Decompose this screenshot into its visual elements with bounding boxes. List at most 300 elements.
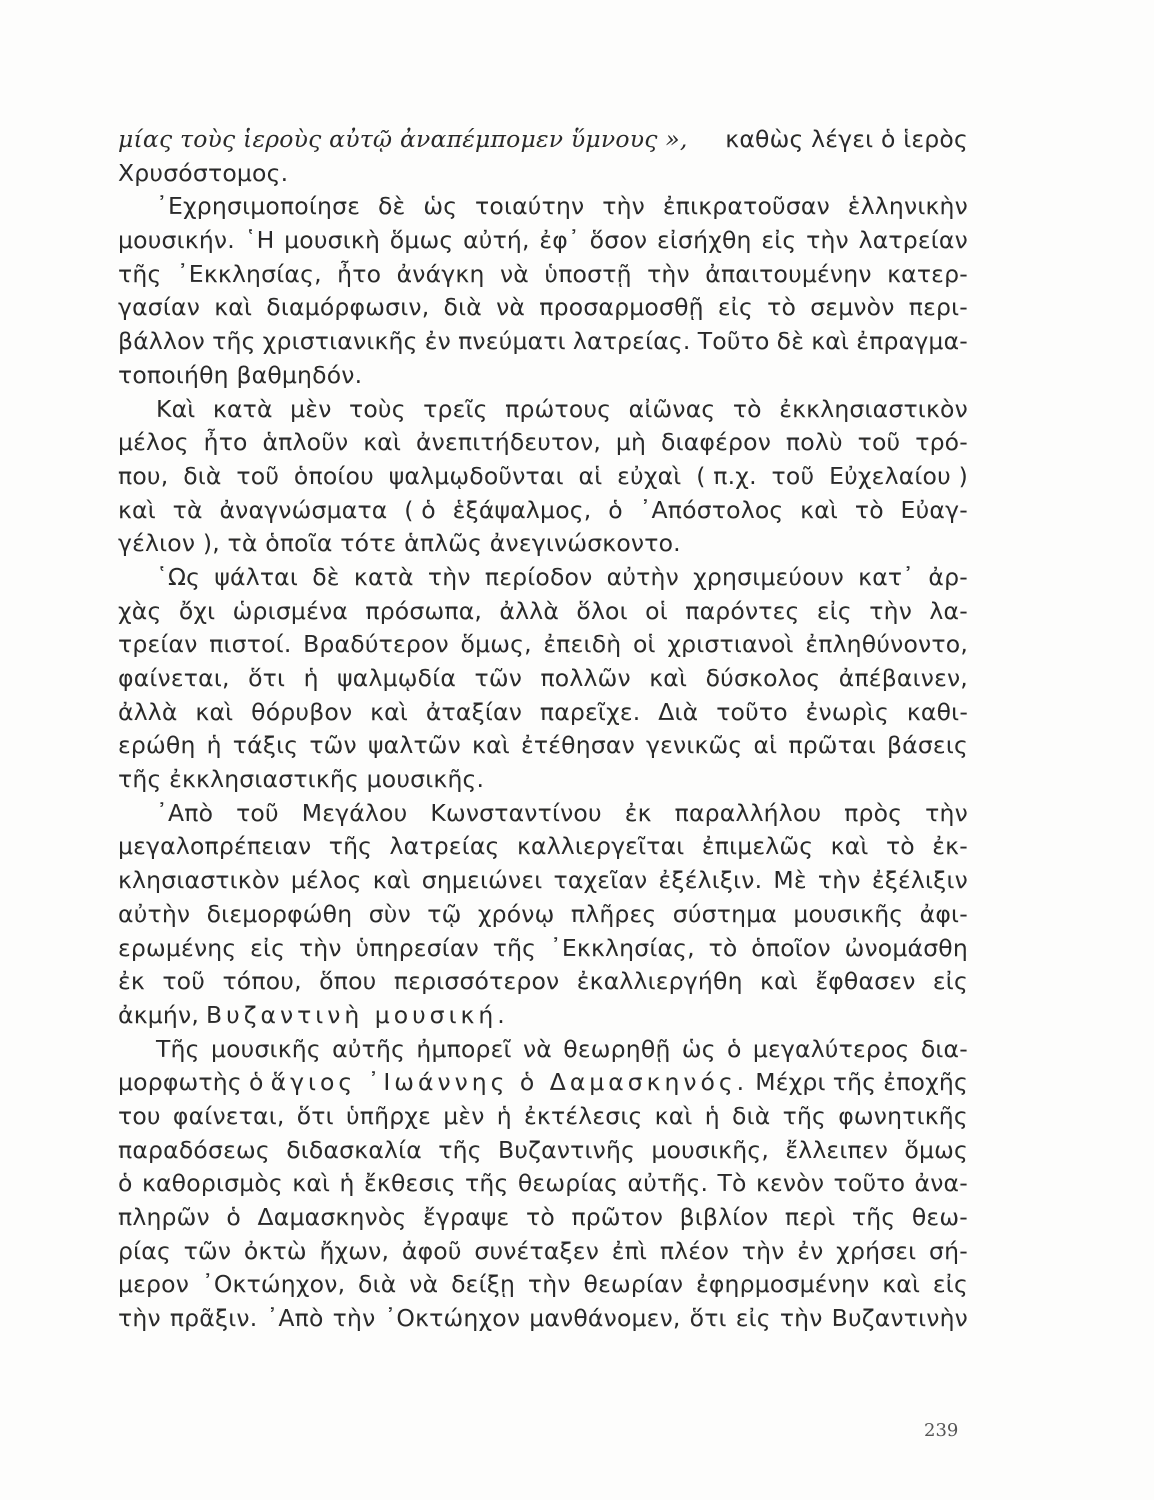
word: σή- xyxy=(929,1236,968,1265)
word: προσαρμοσθῇ xyxy=(539,293,704,322)
word: τῆς xyxy=(492,933,537,962)
word: τὴν xyxy=(298,933,342,962)
word: τὴν xyxy=(925,798,968,827)
text-line xyxy=(118,797,968,831)
text-line xyxy=(118,1033,968,1067)
word: τοιαύτην xyxy=(475,192,585,221)
word: ἀταξίαν xyxy=(425,697,523,726)
word: ᾿Οκτώηχον, xyxy=(201,1270,346,1299)
word: παρεῖχε. xyxy=(539,697,641,726)
text-line xyxy=(118,325,968,359)
word: ἐπραγμα- xyxy=(856,327,968,356)
word: τὴν xyxy=(817,866,861,895)
word: νὰ xyxy=(409,1270,439,1299)
word: ἡ xyxy=(303,664,319,692)
word: ἅγιος ᾿Ιωάννης ὁ Δαμασκηνός. xyxy=(270,1068,749,1097)
word: ᾿Εχρησιμοποίησε xyxy=(156,192,361,221)
word: μέλος xyxy=(118,428,189,457)
word: ἐφ᾿ xyxy=(539,226,580,255)
word: πρῶται xyxy=(788,731,876,760)
word: καθι- xyxy=(906,697,968,726)
word: μανθάνομεν, xyxy=(529,1304,681,1333)
word: περίοδον xyxy=(484,562,593,591)
word: κατὰ xyxy=(212,394,273,423)
word: ὄχι xyxy=(178,596,216,625)
word: Βυζαντινὴ μουσική. xyxy=(206,1000,509,1029)
word: τὸ xyxy=(732,394,762,423)
word: ᾿Εκκλησίας, xyxy=(549,933,695,962)
word: εἰς xyxy=(717,293,753,322)
word: εὐχαὶ xyxy=(617,461,682,490)
word: ἔγραψε xyxy=(423,1203,510,1231)
word: γέλιον ), τὰ ὁποῖα τότε ἁπλῶς ἀνεγινώσκοντο. xyxy=(118,529,681,558)
word: μίας τοὺς ἱεροὺς αὐτῷ ἀναπέμπομεν ὕμνους », xyxy=(118,125,688,153)
word: νὰ xyxy=(522,1034,553,1063)
word: Χρυσόστομος. xyxy=(118,158,289,187)
text-line xyxy=(118,898,968,932)
word: τὴν xyxy=(427,562,471,591)
word: παραδόσεως xyxy=(118,1135,270,1164)
word: πιστοί. xyxy=(209,630,292,659)
word: ἐφηρμοσμένην xyxy=(695,1270,870,1299)
word: ἀνεπιτήδευτον, xyxy=(415,428,602,457)
word: τῆς xyxy=(118,259,162,288)
word: ὅσον xyxy=(589,226,648,255)
word: ἐτέθησαν xyxy=(521,731,635,760)
word: καθὼς λέγει ὁ ἱερὸς xyxy=(725,125,968,153)
word: τοῦ xyxy=(771,461,815,490)
word: τῶν xyxy=(183,1236,232,1265)
word: περισσότερον xyxy=(393,967,560,996)
word: ἤχων, xyxy=(319,1236,390,1265)
word: ψαλμῳδία xyxy=(337,664,457,692)
word: ἐκ- xyxy=(932,832,968,861)
word: ἀφι- xyxy=(919,899,968,928)
word: καὶ xyxy=(195,697,234,726)
word: βάλλον xyxy=(118,327,206,356)
word: τὸ xyxy=(767,293,797,322)
word: πολὺ xyxy=(785,428,843,457)
word: δὲ xyxy=(312,562,340,591)
word: χρόνῳ xyxy=(477,899,555,928)
word: τὸ xyxy=(708,933,738,962)
word: γενικῶς xyxy=(645,731,743,760)
word: εἰς xyxy=(735,1304,771,1333)
word: ἀνα- xyxy=(914,1169,968,1198)
text-line xyxy=(118,1302,968,1336)
word: μερον xyxy=(118,1270,190,1299)
word: οἱ xyxy=(632,630,656,659)
word: εἰς xyxy=(761,226,797,255)
word: ἔκθεσις xyxy=(364,1169,456,1198)
word: λατρείαν xyxy=(858,226,968,255)
word: εἰς xyxy=(816,596,852,625)
text-line xyxy=(118,224,968,258)
word: χριστιανοὶ xyxy=(667,630,794,659)
word: θεωρηθῇ xyxy=(563,1034,671,1063)
word: μεγαλύτερος xyxy=(752,1034,910,1063)
word: ᾿Απὸ xyxy=(266,1304,324,1333)
word: Βραδύτερον xyxy=(303,630,449,659)
word: περι- xyxy=(908,293,968,322)
word: Τῆς xyxy=(156,1034,200,1063)
text-line xyxy=(118,291,968,325)
word: ἁπλοῦν xyxy=(262,428,349,457)
word: καλλιεργεῖται xyxy=(516,832,685,861)
word: Μέχρι xyxy=(755,1068,826,1097)
word: πλῆρες xyxy=(570,899,657,928)
text-line xyxy=(118,1100,968,1134)
word: Μεγάλου xyxy=(301,798,408,827)
word: Τὸ xyxy=(717,1169,747,1198)
word: ᾿Οκτώηχον xyxy=(384,1304,521,1333)
page-number: 239 xyxy=(924,1420,959,1441)
word: εἰσήχθη xyxy=(656,226,752,255)
word: αἱ xyxy=(578,461,603,490)
word: τὴν xyxy=(741,1236,785,1265)
word: χὰς xyxy=(118,596,162,625)
word: διδασκαλία xyxy=(286,1135,422,1164)
text-line xyxy=(118,864,968,898)
word: ὅλοι xyxy=(576,596,628,625)
word: ἡ xyxy=(206,731,222,760)
word: τῆς xyxy=(212,327,256,356)
text-line xyxy=(118,662,968,696)
word: ερωμένης xyxy=(118,933,237,962)
word: διεμορφώθη xyxy=(206,899,353,928)
word: τοῦ xyxy=(857,428,901,457)
word: θεω- xyxy=(911,1203,968,1231)
word: καὶ xyxy=(811,327,850,356)
word: μορφωτὴς xyxy=(118,1068,242,1097)
word: ἡ xyxy=(496,1101,512,1130)
word: τὴν xyxy=(806,226,849,255)
word: δείξῃ xyxy=(451,1270,516,1299)
word: ὑπῆρχε xyxy=(345,1101,432,1130)
text-line xyxy=(118,123,968,157)
text-line xyxy=(118,696,968,730)
word: διαμόρφωσιν, xyxy=(266,293,430,322)
word: ᾿Εκκλησίας, xyxy=(176,259,322,288)
word: ἠμπορεῖ xyxy=(416,1034,512,1063)
word: τῆς xyxy=(328,832,373,861)
word: ῾Η xyxy=(244,226,275,255)
text-line xyxy=(118,460,968,494)
word: τοῦ xyxy=(236,461,280,490)
text-line xyxy=(118,426,968,460)
word: ὅτι xyxy=(689,1304,727,1333)
word: φαίνεται, xyxy=(118,664,230,692)
word: ἐν xyxy=(797,1236,824,1265)
text-line xyxy=(118,965,968,999)
word: τὰ xyxy=(172,495,203,524)
word: τῆς xyxy=(851,1203,896,1231)
word: καὶ xyxy=(292,1169,331,1198)
word: ἐπιμελῶς xyxy=(701,832,814,861)
text-line xyxy=(118,1235,968,1269)
word: κατὰ xyxy=(353,562,414,591)
word: τῆς xyxy=(832,1068,877,1097)
word: ὡς xyxy=(423,192,458,221)
word: ἀναγνώσματα xyxy=(219,495,388,524)
text-line xyxy=(118,561,968,595)
text-line xyxy=(118,763,968,797)
word: σημειώνει xyxy=(421,866,543,895)
word: σὺν xyxy=(368,899,411,928)
word: ὅτι xyxy=(248,664,286,692)
word: ὁ xyxy=(608,495,623,524)
word: ἀπαιτουμένην xyxy=(705,259,872,288)
word: ὁποίου xyxy=(293,461,374,490)
word: αὐτῆς. xyxy=(627,1169,709,1198)
word: μὲν xyxy=(290,394,332,423)
word: ᾿Απὸ xyxy=(156,798,214,827)
word: ἀκμήν, xyxy=(118,1000,199,1029)
word: καὶ xyxy=(882,1270,921,1299)
word: ὅμως, xyxy=(460,630,532,659)
word: μουσικῆς xyxy=(210,1034,321,1063)
word: καὶ xyxy=(760,967,798,996)
word: οἱ xyxy=(645,596,668,625)
word: κατ᾿ xyxy=(858,562,915,591)
word: φωνητικῆς xyxy=(838,1101,968,1130)
word: θεωρίαν xyxy=(583,1270,684,1299)
word: καὶ xyxy=(800,495,839,524)
word: Εὐχελαίου ) xyxy=(829,461,968,490)
word: ἑλληνικὴν xyxy=(847,192,968,221)
word: αὐτή, xyxy=(463,226,530,255)
word: διὰ xyxy=(183,461,222,490)
word: ἐπὶ xyxy=(611,1236,648,1265)
word: τοῦτο xyxy=(833,1169,906,1198)
word: Καὶ xyxy=(156,394,196,423)
word: καὶ xyxy=(118,495,156,524)
word: βάσεις xyxy=(886,731,968,760)
word: ἀλλὰ xyxy=(118,697,178,726)
word: ἐποχῆς xyxy=(883,1068,968,1097)
text-line xyxy=(118,729,968,763)
word: τὴν xyxy=(779,1304,823,1333)
word: κενὸν xyxy=(755,1169,825,1198)
word: εἰς xyxy=(932,1270,968,1299)
text-line xyxy=(118,157,968,191)
word: γασίαν xyxy=(118,293,201,322)
word: αἱ xyxy=(753,731,778,760)
word: τοῦ xyxy=(236,798,279,827)
word: ἀφοῦ xyxy=(401,1236,462,1265)
word: περὶ xyxy=(784,1203,836,1231)
word: ἑξάψαλμος, xyxy=(452,495,592,524)
word: νὰ xyxy=(496,293,526,322)
word: κλησιαστικὸν xyxy=(118,866,280,895)
word: ὁ xyxy=(118,1169,133,1198)
word: πρώτους xyxy=(505,394,612,423)
word: ἐπληθύνοντο, xyxy=(805,630,968,659)
word: ἡ xyxy=(339,1169,355,1198)
word: τοποιήθη βαθμηδόν. xyxy=(118,360,363,389)
word: μουσικήν. xyxy=(118,226,235,255)
word: τὴν xyxy=(869,596,913,625)
word: ( ὁ xyxy=(404,495,436,524)
word: τοῦ xyxy=(162,967,206,996)
word: ἐκ xyxy=(118,967,145,996)
word: παρόντες xyxy=(685,596,800,625)
text-line xyxy=(118,527,968,561)
word: τὸ xyxy=(525,1203,555,1231)
word: τῆς xyxy=(465,1169,509,1198)
word: φαίνεται, xyxy=(172,1101,285,1130)
word: ὁ xyxy=(726,1034,742,1063)
word: λα- xyxy=(929,596,968,625)
word: ἦτο xyxy=(203,428,248,457)
word: πληρῶν xyxy=(118,1203,210,1231)
word: Βυζαντινὴν xyxy=(831,1304,968,1333)
word: αὐτῆς xyxy=(332,1034,406,1063)
word: ἐκ xyxy=(624,798,652,827)
word: τὴν xyxy=(332,1304,376,1333)
word: τρείαν xyxy=(118,630,198,659)
word: διὰ xyxy=(732,1101,771,1130)
word: ἐκαλλιεργήθη xyxy=(576,967,743,996)
word: λατρείας xyxy=(389,832,500,861)
word: ἐνωρὶς xyxy=(805,697,890,726)
word: ψαλμῳδοῦνται xyxy=(388,461,564,490)
word: σύστημα xyxy=(672,899,778,928)
word: καὶ xyxy=(472,731,510,760)
word: καὶ xyxy=(649,664,688,692)
word: ἀπέβαινεν, xyxy=(838,664,968,692)
word: τόπου, xyxy=(222,967,302,996)
word: πολλῶν xyxy=(540,664,631,692)
word: τὴν xyxy=(527,1270,571,1299)
word: θεωρίας xyxy=(517,1169,619,1198)
word: μουσικὴ xyxy=(284,226,381,255)
word: ψαλτῶν xyxy=(367,731,461,760)
word: αὐτὴν xyxy=(118,899,191,928)
word: διαφέρον xyxy=(661,428,772,457)
text-line xyxy=(118,1201,968,1235)
word: χριστιανικῆς xyxy=(262,327,418,356)
word: ὁποῖον xyxy=(751,933,831,962)
word: ἀνάγκη xyxy=(396,259,485,288)
word: ἐκτέλεσις xyxy=(524,1101,643,1130)
word: παραλλήλου xyxy=(674,798,822,827)
word: Κωνσταντίνου xyxy=(430,798,602,827)
text-line xyxy=(118,1167,968,1201)
word: ὡρισμένα xyxy=(232,596,348,625)
word: λατρείας. xyxy=(572,327,691,356)
word: διὰ xyxy=(443,293,482,322)
word: πρῶτον xyxy=(571,1203,664,1231)
text-line xyxy=(118,830,968,864)
word: καὶ xyxy=(214,293,253,322)
word: πνεύματι xyxy=(458,327,566,356)
word: τάξις xyxy=(232,731,299,760)
word: καθορισμὸς xyxy=(141,1169,283,1198)
word: τῆς xyxy=(438,1135,482,1164)
word: μουσικῆς xyxy=(793,899,904,928)
word: καὶ xyxy=(363,428,402,457)
word: ἔφθασεν xyxy=(815,967,916,996)
word: τῶν xyxy=(474,664,523,692)
word: ὁ xyxy=(226,1203,241,1231)
word: θόρυβον xyxy=(251,697,353,726)
word: ἦτο xyxy=(337,259,382,288)
word: τὴν xyxy=(118,1304,161,1333)
word: τὴν xyxy=(602,192,645,221)
word: τρεῖς xyxy=(423,394,488,423)
text-line xyxy=(118,494,968,528)
word: ὅμως xyxy=(904,1135,968,1164)
word: μέλος xyxy=(290,866,362,895)
word: ἐξέλιξιν xyxy=(871,866,968,895)
word: Μὲ xyxy=(773,866,807,895)
body-text xyxy=(118,123,968,1336)
word: τῷ xyxy=(427,899,462,928)
word: ὅμως xyxy=(389,226,454,255)
text-line xyxy=(118,595,968,629)
word: ἀλλὰ xyxy=(499,596,560,625)
word: δύσκολος xyxy=(705,664,821,692)
word: ὑπηρεσίαν xyxy=(355,933,479,962)
text-line xyxy=(118,628,968,662)
word: Δαμασκηνὸς xyxy=(257,1203,407,1231)
word: αἰῶνας xyxy=(628,394,716,423)
word: τὴν xyxy=(647,259,690,288)
word: ὡς xyxy=(681,1034,716,1063)
word: διὰ xyxy=(358,1270,397,1299)
text-line xyxy=(118,359,968,393)
word: πρὸς xyxy=(844,798,903,827)
text-line xyxy=(118,393,968,427)
text-line xyxy=(118,1134,968,1168)
word: ( π.χ. xyxy=(696,461,757,490)
word: που, xyxy=(118,461,169,490)
word: μὲν xyxy=(443,1101,485,1130)
word: ὅπου xyxy=(319,967,377,996)
word: ρίας xyxy=(118,1236,171,1265)
word: πλέον xyxy=(659,1236,730,1265)
word: ἐπειδὴ xyxy=(543,630,622,659)
word: σεμνὸν xyxy=(810,293,895,322)
word: δια- xyxy=(920,1034,968,1063)
word: τῆς xyxy=(782,1101,827,1130)
word: ἐν xyxy=(424,327,451,356)
word: Βυζαντινῆς xyxy=(498,1135,636,1164)
word: δὲ xyxy=(377,192,406,221)
word: ἐξέλιξιν. xyxy=(658,866,763,895)
word: ταχεῖαν xyxy=(553,866,648,895)
text-line xyxy=(118,999,968,1033)
word: καὶ xyxy=(654,1101,693,1130)
word: ἔλλειπεν xyxy=(785,1135,889,1164)
word: τὸ xyxy=(885,832,915,861)
word: ᾿Απόστολος xyxy=(639,495,784,524)
word: του xyxy=(118,1101,161,1130)
word: μὴ xyxy=(615,428,647,457)
word: τοῦτο xyxy=(716,697,788,726)
word: πρόσωπα, xyxy=(365,596,483,625)
word: εἰς xyxy=(932,967,968,996)
word: βιβλίον xyxy=(679,1203,769,1231)
word: τρό- xyxy=(915,428,968,457)
word: καὶ xyxy=(370,697,409,726)
word: πρᾶξιν. xyxy=(169,1304,258,1333)
word: τοὺς xyxy=(348,394,406,423)
word: ὅτι xyxy=(296,1101,334,1130)
word: μουσικῆς, xyxy=(651,1135,769,1164)
word: χρησιμεύουν xyxy=(693,562,844,591)
